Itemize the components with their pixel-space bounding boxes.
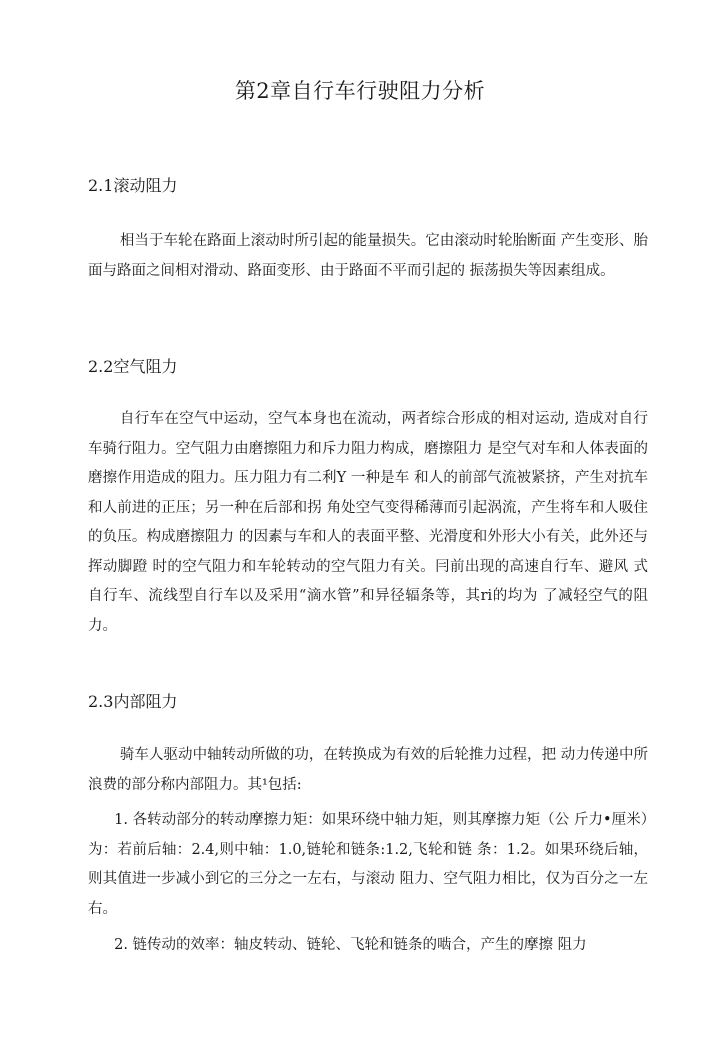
section-heading-internal-resistance: 2.3内部阻力 — [88, 692, 178, 711]
section-heading-air-resistance: 2.2空气阻力 — [88, 357, 178, 376]
paragraph-air-resistance: 自行车在空气中运动，空气本身也在流动，两者综合形成的相对运动, 造成对自行车骑行阻力。空气阻力由磨擦阻力和斥力阻力构成，磨擦阻力 是空气对车和人体表面的磨擦作用造成的阻力。压力阻力有二利Y 一种是车 和人的前部气流被紧挤，产生对抗车和人前进的正压；另一种在后部和拐 角处空气变得稀薄而引起涡流，产生将车和人吸住的负压。构成磨擦阻力 的因素与车和人的表面平整、光滑度和外形大小有关，此外还与挥动脚蹬 时的空气阻力和车轮转动的空气阻力有关。冃前出现的高速自行车、避风 式自行车、流线型自行车以及采用“滴水管”和异径辐条等，其ri的均为 了减轻空气的阻力。 — [88, 411, 648, 634]
chapter-title: 第2章自行车行驶阻力分析 — [234, 79, 486, 103]
list-item-chain-efficiency: 2. 链传动的效率：轴皮转动、链轮、飞轮和链条的啮合，产生的摩擦 阻力 — [114, 937, 587, 953]
paragraph-internal-resistance-intro: 骑车人驱动中轴转动所做的功，在转换成为有效的后轮推力过程，把 动力传递中所浪费的部分称内部阻力。其¹包括: — [88, 747, 648, 793]
paragraph-rolling-resistance: 相当于车轮在路面上滚动时所引起的能量损失。它由滚动时轮胎断面 产生变形、胎面与路面之间相对滑动、路面变形、由于路面不平而引起的 振荡损失等因素组成。 — [88, 233, 648, 279]
section-heading-rolling-resistance: 2.1滚动阻力 — [88, 176, 178, 195]
list-item-rotational-friction: 1. 各转动部分的转动摩擦力矩：如果环绕中轴力矩，则其摩擦力矩（公 斤力•厘米）为：若前后轴：2.4,则中轴：1.0,链轮和链条:1.2,飞轮和链 条：1.2。如果环绕后轴，则其值进一步减小到它的三分之一左右，与滚动 阻力、空气阻力相比，仅为百分之一左右。 — [88, 812, 648, 917]
